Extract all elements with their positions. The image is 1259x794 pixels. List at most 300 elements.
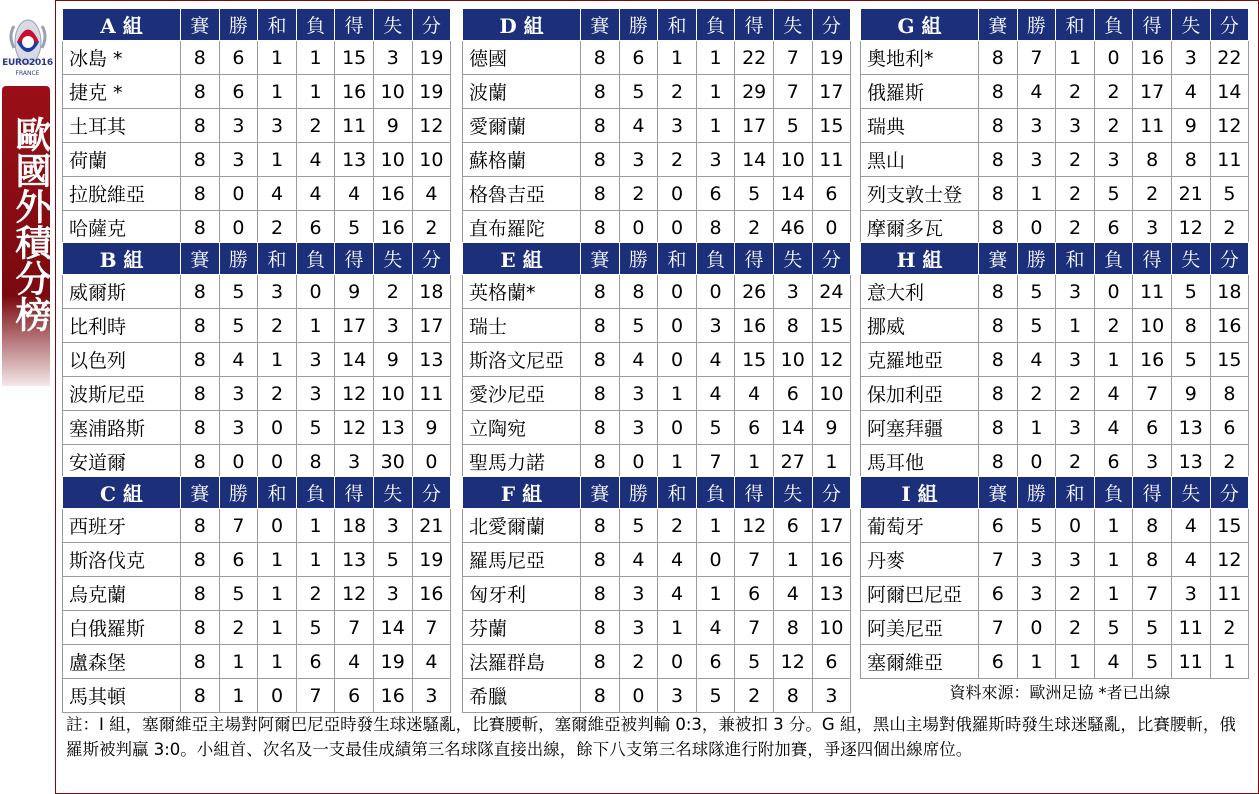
group-name: E 組 bbox=[463, 243, 581, 275]
stat-cell: 0 bbox=[658, 343, 697, 377]
group-name: D 組 bbox=[463, 9, 581, 41]
stat-cell: 14 bbox=[735, 143, 774, 177]
group-table bbox=[62, 8, 451, 245]
stat-cell: 4 bbox=[258, 177, 297, 211]
stat-cell: 1 bbox=[1094, 509, 1133, 543]
stat-cell: 3 bbox=[1056, 543, 1095, 577]
stat-cell: 2 bbox=[1017, 377, 1056, 411]
table-row bbox=[861, 177, 1249, 211]
table-row bbox=[861, 343, 1249, 377]
stat-cell: 2 bbox=[1094, 109, 1133, 143]
stat-cell: 2 bbox=[1056, 211, 1095, 245]
team-name: 英格蘭* bbox=[463, 275, 581, 309]
table-row bbox=[463, 309, 851, 343]
stat-cell: 1 bbox=[696, 41, 735, 75]
table-row bbox=[861, 611, 1249, 645]
stat-cell: 7 bbox=[979, 543, 1018, 577]
team-name: 匈牙利 bbox=[463, 577, 581, 611]
stat-cell: 5 bbox=[1133, 611, 1172, 645]
stat-cell: 8 bbox=[581, 343, 620, 377]
team-name: 葡萄牙 bbox=[861, 509, 979, 543]
stat-cell: 7 bbox=[296, 679, 335, 713]
stat-cell: 8 bbox=[181, 509, 220, 543]
stat-cell: 3 bbox=[696, 309, 735, 343]
table-row bbox=[463, 177, 851, 211]
stat-cell: 8 bbox=[773, 611, 812, 645]
team-name: 芬蘭 bbox=[463, 611, 581, 645]
stat-cell: 1 bbox=[1094, 543, 1133, 577]
column-header: 負 bbox=[296, 243, 335, 275]
table-row bbox=[861, 109, 1249, 143]
team-name: 盧森堡 bbox=[63, 645, 181, 679]
stat-cell: 8 bbox=[581, 611, 620, 645]
stat-cell: 0 bbox=[658, 309, 697, 343]
stat-cell: 5 bbox=[619, 509, 658, 543]
table-row bbox=[63, 75, 451, 109]
stat-cell: 12 bbox=[412, 109, 451, 143]
column-header: 負 bbox=[296, 477, 335, 509]
stat-cell: 12 bbox=[735, 509, 774, 543]
column-header: 得 bbox=[1133, 243, 1172, 275]
stat-cell: 9 bbox=[373, 343, 412, 377]
stat-cell: 5 bbox=[1094, 177, 1133, 211]
group-header-row bbox=[63, 477, 451, 509]
stat-cell: 11 bbox=[1171, 611, 1210, 645]
table-row bbox=[63, 509, 451, 543]
stat-cell: 8 bbox=[1133, 509, 1172, 543]
table-row bbox=[861, 543, 1249, 577]
team-name: 俄羅斯 bbox=[861, 75, 979, 109]
stat-cell: 5 bbox=[735, 645, 774, 679]
stat-cell: 16 bbox=[373, 211, 412, 245]
stat-cell: 4 bbox=[696, 377, 735, 411]
column-header: 分 bbox=[1210, 477, 1249, 509]
stat-cell: 8 bbox=[979, 75, 1018, 109]
stat-cell: 1 bbox=[1056, 41, 1095, 75]
stat-cell: 8 bbox=[581, 445, 620, 479]
team-name: 德國 bbox=[463, 41, 581, 75]
stat-cell: 8 bbox=[979, 275, 1018, 309]
stat-cell: 6 bbox=[979, 577, 1018, 611]
column-header: 賽 bbox=[181, 477, 220, 509]
stat-cell: 8 bbox=[581, 109, 620, 143]
group-header-row bbox=[463, 477, 851, 509]
stat-cell: 0 bbox=[1094, 41, 1133, 75]
stat-cell: 6 bbox=[773, 377, 812, 411]
stat-cell: 16 bbox=[373, 177, 412, 211]
stat-cell: 12 bbox=[1171, 211, 1210, 245]
stat-cell: 13 bbox=[1171, 445, 1210, 479]
stat-cell: 1 bbox=[296, 509, 335, 543]
stat-cell: 1 bbox=[658, 41, 697, 75]
column-header: 賽 bbox=[181, 9, 220, 41]
stat-cell: 3 bbox=[619, 577, 658, 611]
stat-cell: 0 bbox=[658, 411, 697, 445]
stat-cell: 4 bbox=[1017, 75, 1056, 109]
stat-cell: 6 bbox=[735, 411, 774, 445]
stat-cell: 13 bbox=[335, 543, 374, 577]
stat-cell: 6 bbox=[812, 177, 851, 211]
stat-cell: 5 bbox=[1017, 309, 1056, 343]
stat-cell: 9 bbox=[1171, 109, 1210, 143]
column-header: 勝 bbox=[1017, 243, 1056, 275]
stat-cell: 0 bbox=[296, 275, 335, 309]
source-caption: 資料來源：歐洲足協 *者已出線 bbox=[949, 683, 1171, 702]
stat-cell: 4 bbox=[696, 343, 735, 377]
stat-cell: 3 bbox=[1056, 275, 1095, 309]
stat-cell: 2 bbox=[258, 211, 297, 245]
stat-cell: 8 bbox=[581, 275, 620, 309]
column-header: 得 bbox=[1133, 477, 1172, 509]
stat-cell: 2 bbox=[619, 645, 658, 679]
stat-cell: 6 bbox=[219, 543, 258, 577]
group-name: G 組 bbox=[861, 9, 979, 41]
stat-cell: 8 bbox=[581, 177, 620, 211]
sidebar bbox=[0, 0, 55, 794]
team-name: 法羅群島 bbox=[463, 645, 581, 679]
table-row bbox=[861, 577, 1249, 611]
team-name: 馬其頓 bbox=[63, 679, 181, 713]
stat-cell: 7 bbox=[335, 611, 374, 645]
stat-cell: 1 bbox=[1017, 645, 1056, 679]
stat-cell: 3 bbox=[219, 109, 258, 143]
stat-cell: 19 bbox=[373, 645, 412, 679]
stat-cell: 22 bbox=[735, 41, 774, 75]
table-row bbox=[63, 143, 451, 177]
euro2016-logo-icon bbox=[4, 2, 52, 80]
stat-cell: 3 bbox=[373, 41, 412, 75]
team-name: 蘇格蘭 bbox=[463, 143, 581, 177]
stat-cell: 9 bbox=[373, 109, 412, 143]
stat-cell: 0 bbox=[1056, 509, 1095, 543]
stat-cell: 5 bbox=[735, 177, 774, 211]
column-header: 勝 bbox=[219, 9, 258, 41]
stat-cell: 3 bbox=[1017, 109, 1056, 143]
stat-cell: 3 bbox=[619, 377, 658, 411]
stat-cell: 0 bbox=[219, 445, 258, 479]
column-header: 分 bbox=[812, 243, 851, 275]
stat-cell: 8 bbox=[1171, 143, 1210, 177]
stat-cell: 8 bbox=[979, 211, 1018, 245]
column-header: 賽 bbox=[581, 243, 620, 275]
stat-cell: 0 bbox=[696, 275, 735, 309]
team-name: 意大利 bbox=[861, 275, 979, 309]
stat-cell: 12 bbox=[812, 343, 851, 377]
stat-cell: 0 bbox=[658, 275, 697, 309]
column-header: 賽 bbox=[581, 9, 620, 41]
stat-cell: 11 bbox=[1210, 143, 1249, 177]
stat-cell: 0 bbox=[258, 509, 297, 543]
stat-cell: 15 bbox=[1210, 509, 1249, 543]
stat-cell: 19 bbox=[812, 41, 851, 75]
stat-cell: 8 bbox=[181, 343, 220, 377]
column-header: 賽 bbox=[979, 243, 1018, 275]
stat-cell: 11 bbox=[1133, 109, 1172, 143]
stat-cell: 17 bbox=[1133, 75, 1172, 109]
team-name: 冰島 * bbox=[63, 41, 181, 75]
stat-cell: 8 bbox=[181, 75, 220, 109]
stat-cell: 3 bbox=[812, 679, 851, 713]
table-row bbox=[63, 411, 451, 445]
stat-cell: 8 bbox=[581, 41, 620, 75]
table-row bbox=[861, 377, 1249, 411]
stat-cell: 6 bbox=[1094, 445, 1133, 479]
group-name: C 組 bbox=[63, 477, 181, 509]
stat-cell: 2 bbox=[373, 275, 412, 309]
table-row bbox=[861, 309, 1249, 343]
stat-cell: 8 bbox=[979, 445, 1018, 479]
stat-cell: 7 bbox=[219, 509, 258, 543]
stat-cell: 4 bbox=[335, 645, 374, 679]
team-name: 愛沙尼亞 bbox=[463, 377, 581, 411]
table-row bbox=[463, 679, 851, 713]
column-header: 勝 bbox=[1017, 9, 1056, 41]
stat-cell: 5 bbox=[1210, 177, 1249, 211]
stat-cell: 4 bbox=[412, 177, 451, 211]
stat-cell: 2 bbox=[1210, 211, 1249, 245]
stat-cell: 8 bbox=[979, 309, 1018, 343]
stat-cell: 1 bbox=[1017, 411, 1056, 445]
stat-cell: 13 bbox=[412, 343, 451, 377]
stat-cell: 5 bbox=[335, 211, 374, 245]
stat-cell: 16 bbox=[1210, 309, 1249, 343]
column-header: 負 bbox=[696, 9, 735, 41]
stat-cell: 8 bbox=[581, 377, 620, 411]
stat-cell: 5 bbox=[219, 275, 258, 309]
stat-cell: 5 bbox=[1017, 509, 1056, 543]
stat-cell: 30 bbox=[373, 445, 412, 479]
stat-cell: 18 bbox=[335, 509, 374, 543]
stat-cell: 7 bbox=[412, 611, 451, 645]
table-row bbox=[463, 41, 851, 75]
column-header: 得 bbox=[735, 9, 774, 41]
team-name: 格魯吉亞 bbox=[463, 177, 581, 211]
stat-cell: 1 bbox=[696, 75, 735, 109]
stat-cell: 8 bbox=[296, 445, 335, 479]
stat-cell: 4 bbox=[1094, 645, 1133, 679]
stat-cell: 5 bbox=[1171, 275, 1210, 309]
stat-cell: 8 bbox=[1133, 143, 1172, 177]
stat-cell: 4 bbox=[1094, 411, 1133, 445]
group-header-row bbox=[861, 477, 1249, 509]
stat-cell: 5 bbox=[296, 611, 335, 645]
stat-cell: 2 bbox=[735, 211, 774, 245]
stat-cell: 6 bbox=[619, 41, 658, 75]
stat-cell: 16 bbox=[1133, 41, 1172, 75]
team-name: 波蘭 bbox=[463, 75, 581, 109]
column-header: 失 bbox=[1171, 243, 1210, 275]
column-header: 勝 bbox=[219, 243, 258, 275]
stat-cell: 15 bbox=[812, 309, 851, 343]
stat-cell: 8 bbox=[181, 611, 220, 645]
column-header: 失 bbox=[773, 477, 812, 509]
table-row bbox=[63, 109, 451, 143]
stat-cell: 14 bbox=[335, 343, 374, 377]
table-row bbox=[63, 343, 451, 377]
stat-cell: 11 bbox=[812, 143, 851, 177]
stat-cell: 4 bbox=[296, 177, 335, 211]
stat-cell: 1 bbox=[258, 75, 297, 109]
team-name: 荷蘭 bbox=[63, 143, 181, 177]
stat-cell: 12 bbox=[335, 411, 374, 445]
group-table bbox=[62, 242, 451, 479]
stat-cell: 5 bbox=[1017, 275, 1056, 309]
table-row bbox=[463, 211, 851, 245]
team-name: 挪威 bbox=[861, 309, 979, 343]
stat-cell: 12 bbox=[335, 377, 374, 411]
stat-cell: 14 bbox=[373, 611, 412, 645]
stat-cell: 15 bbox=[735, 343, 774, 377]
stat-cell: 7 bbox=[1133, 377, 1172, 411]
stat-cell: 8 bbox=[773, 309, 812, 343]
column-header: 負 bbox=[696, 477, 735, 509]
stat-cell: 1 bbox=[258, 143, 297, 177]
column-header: 失 bbox=[373, 9, 412, 41]
column-header: 和 bbox=[258, 243, 297, 275]
column-header: 得 bbox=[335, 477, 374, 509]
table-row bbox=[63, 177, 451, 211]
stat-cell: 7 bbox=[773, 41, 812, 75]
stat-cell: 16 bbox=[373, 679, 412, 713]
stat-cell: 3 bbox=[1017, 143, 1056, 177]
group-header-row bbox=[63, 243, 451, 275]
team-name: 阿爾巴尼亞 bbox=[861, 577, 979, 611]
stat-cell: 6 bbox=[696, 177, 735, 211]
table-row bbox=[861, 41, 1249, 75]
stat-cell: 27 bbox=[773, 445, 812, 479]
stat-cell: 6 bbox=[812, 645, 851, 679]
stat-cell: 3 bbox=[219, 377, 258, 411]
stat-cell: 7 bbox=[1133, 577, 1172, 611]
stat-cell: 6 bbox=[296, 211, 335, 245]
stat-cell: 11 bbox=[412, 377, 451, 411]
column-header: 賽 bbox=[979, 9, 1018, 41]
stat-cell: 2 bbox=[1056, 377, 1095, 411]
column-header: 勝 bbox=[619, 243, 658, 275]
stat-cell: 14 bbox=[773, 411, 812, 445]
team-name: 馬耳他 bbox=[861, 445, 979, 479]
stat-cell: 3 bbox=[373, 309, 412, 343]
logo-sub: FRANCE bbox=[15, 70, 40, 77]
column-header: 負 bbox=[1094, 9, 1133, 41]
stat-cell: 3 bbox=[658, 679, 697, 713]
stat-cell: 10 bbox=[812, 611, 851, 645]
stat-cell: 5 bbox=[219, 577, 258, 611]
stat-cell: 2 bbox=[1210, 445, 1249, 479]
team-name: 保加利亞 bbox=[861, 377, 979, 411]
stat-cell: 8 bbox=[979, 143, 1018, 177]
stat-cell: 5 bbox=[1094, 611, 1133, 645]
stat-cell: 7 bbox=[979, 611, 1018, 645]
stat-cell: 8 bbox=[181, 41, 220, 75]
stat-cell: 4 bbox=[619, 343, 658, 377]
table-row bbox=[463, 645, 851, 679]
stat-cell: 1 bbox=[296, 543, 335, 577]
stat-cell: 2 bbox=[258, 309, 297, 343]
stat-cell: 10 bbox=[812, 377, 851, 411]
stat-cell: 2 bbox=[258, 377, 297, 411]
table-row bbox=[63, 377, 451, 411]
table-row bbox=[463, 411, 851, 445]
stat-cell: 8 bbox=[979, 41, 1018, 75]
stat-cell: 1 bbox=[1094, 343, 1133, 377]
stat-cell: 6 bbox=[1094, 211, 1133, 245]
team-name: 塞浦路斯 bbox=[63, 411, 181, 445]
stat-cell: 2 bbox=[1094, 309, 1133, 343]
stat-cell: 5 bbox=[1171, 343, 1210, 377]
stat-cell: 17 bbox=[812, 509, 851, 543]
group-name: I 組 bbox=[861, 477, 979, 509]
stat-cell: 4 bbox=[619, 543, 658, 577]
table-row bbox=[463, 509, 851, 543]
column-header: 負 bbox=[1094, 477, 1133, 509]
stat-cell: 7 bbox=[773, 75, 812, 109]
team-name: 比利時 bbox=[63, 309, 181, 343]
team-name: 摩爾多瓦 bbox=[861, 211, 979, 245]
column-header: 賽 bbox=[979, 477, 1018, 509]
column-header: 分 bbox=[412, 477, 451, 509]
group-name: H 組 bbox=[861, 243, 979, 275]
column-header: 失 bbox=[1171, 9, 1210, 41]
stat-cell: 17 bbox=[412, 309, 451, 343]
group-table bbox=[462, 476, 851, 713]
group-table bbox=[62, 476, 451, 713]
column-header: 失 bbox=[373, 477, 412, 509]
stat-cell: 13 bbox=[335, 143, 374, 177]
stat-cell: 4 bbox=[658, 543, 697, 577]
stat-cell: 3 bbox=[696, 143, 735, 177]
stat-cell: 13 bbox=[812, 577, 851, 611]
stat-cell: 8 bbox=[181, 143, 220, 177]
stat-cell: 16 bbox=[812, 543, 851, 577]
column-header: 失 bbox=[773, 9, 812, 41]
column-header: 勝 bbox=[619, 9, 658, 41]
stat-cell: 11 bbox=[335, 109, 374, 143]
group-header-row bbox=[861, 243, 1249, 275]
stat-cell: 1 bbox=[658, 611, 697, 645]
stat-cell: 2 bbox=[1056, 445, 1095, 479]
column-header: 和 bbox=[658, 243, 697, 275]
stat-cell: 3 bbox=[1171, 577, 1210, 611]
stat-cell: 19 bbox=[412, 41, 451, 75]
stat-cell: 10 bbox=[373, 75, 412, 109]
stat-cell: 8 bbox=[581, 645, 620, 679]
stat-cell: 16 bbox=[735, 309, 774, 343]
column-header: 和 bbox=[258, 477, 297, 509]
stat-cell: 5 bbox=[696, 679, 735, 713]
table-row bbox=[861, 143, 1249, 177]
column-header: 和 bbox=[1056, 243, 1095, 275]
team-name: 威爾斯 bbox=[63, 275, 181, 309]
column-header: 賽 bbox=[581, 477, 620, 509]
stat-cell: 1 bbox=[696, 509, 735, 543]
title-banner bbox=[2, 86, 50, 386]
stat-cell: 2 bbox=[658, 143, 697, 177]
table-row bbox=[63, 611, 451, 645]
stat-cell: 1 bbox=[258, 543, 297, 577]
team-name: 羅馬尼亞 bbox=[463, 543, 581, 577]
stat-cell: 19 bbox=[412, 75, 451, 109]
team-name: 安道爾 bbox=[63, 445, 181, 479]
stat-cell: 3 bbox=[619, 143, 658, 177]
stat-cell: 2 bbox=[296, 109, 335, 143]
stat-cell: 6 bbox=[979, 645, 1018, 679]
stat-cell: 4 bbox=[1171, 509, 1210, 543]
stat-cell: 1 bbox=[658, 377, 697, 411]
team-name: 白俄羅斯 bbox=[63, 611, 181, 645]
stat-cell: 4 bbox=[1171, 75, 1210, 109]
group-table bbox=[462, 242, 851, 479]
